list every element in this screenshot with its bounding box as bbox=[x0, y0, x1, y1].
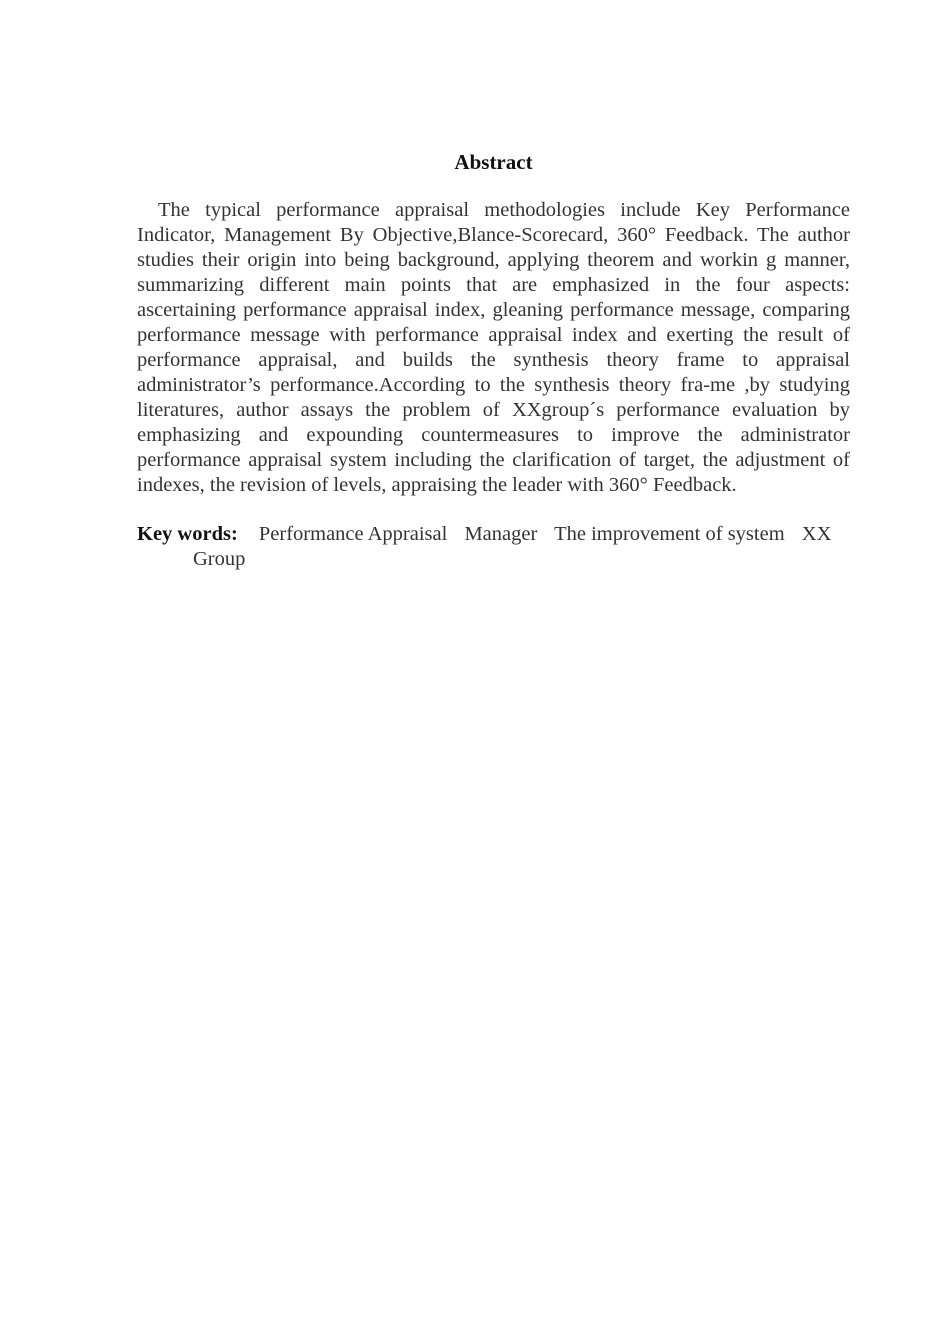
abstract-body: The typical performance appraisal methodologies include Key Performance Indicator, Management By Objective,Blance-Scorecard, 360° Feedback. The author studies their origin into being background, applying theorem and workin g manner, summarizing different main points that are emphasized in the four aspects: ascertaining performance appraisal index, gleaning performance message, comparing performance message with performance appraisal index and exerting the result of performance appraisal, and builds the synthesis theory frame to appraisal administrator’s performance.According to the synthesis theory fra-me ,by studying literatures, author assays the problem of XXgroup´s performance evaluation by emphasizing and expounding countermeasures to improve the administrator performance appraisal system including the clarification of target, the adjustment of indexes, the revision of levels, appraising the leader with 360° Feedback. bbox=[137, 199, 850, 496]
abstract-title: Abstract bbox=[454, 150, 533, 174]
keyword-item: Manager bbox=[464, 523, 538, 545]
keywords-label: Key words: bbox=[137, 523, 238, 545]
keywords-line bbox=[137, 522, 850, 572]
keyword-item: The improvement of system bbox=[554, 523, 785, 545]
abstract-section bbox=[137, 148, 850, 572]
keyword-item: Performance Appraisal bbox=[258, 523, 448, 545]
keyword-item: XX Group bbox=[193, 523, 832, 570]
